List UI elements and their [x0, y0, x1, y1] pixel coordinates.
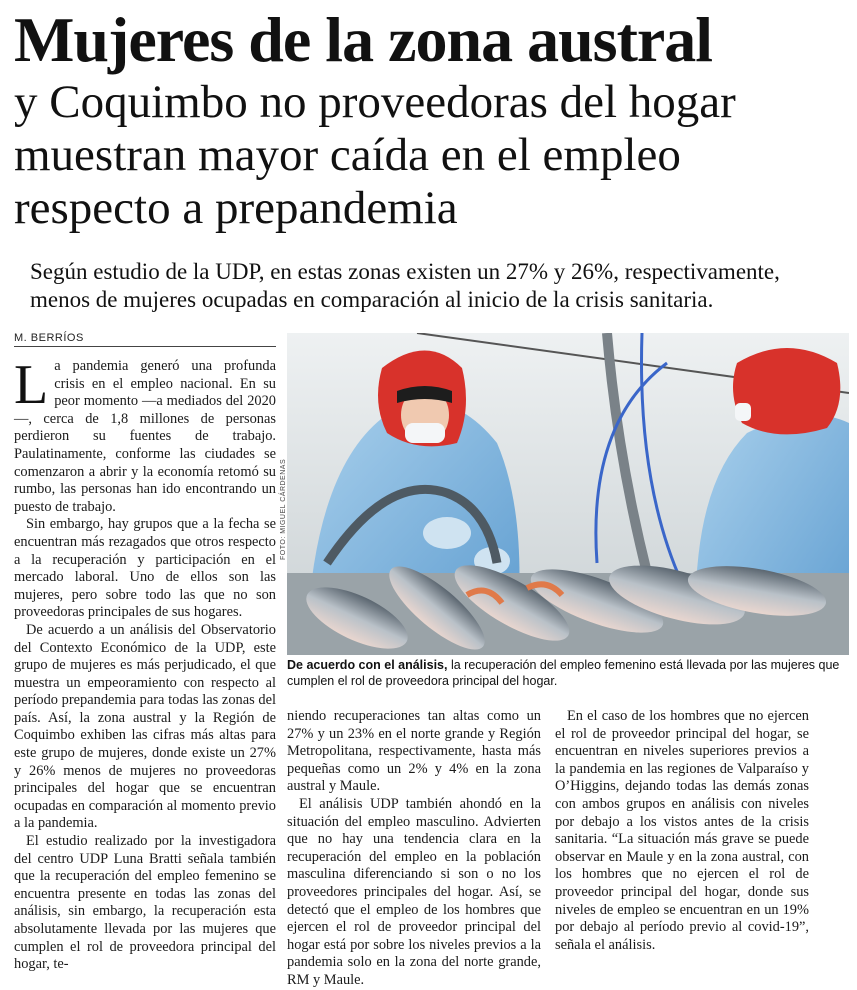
- deck-line: menos de mujeres ocupadas en comparación al inicio de la crisis sanitaria.: [30, 287, 714, 312]
- paragraph: La pandemia generó una profunda crisis en el empleo nacional. En su peor momento —a mediados del 2020—, cerca de 1,8 millones de personas perdieron su fuentes de trabajo. Paulatinamente, conforme las ciudades se comenzaron a abrir y la economía retomó su rumbo, las personas han ido encontrando un puesto de trabajo.: [14, 354, 276, 515]
- paragraph: De acuerdo a un análisis del Observatorio del Contexto Económico de la UDP, este grupo de mujeres es más perjudicado, el que muestra un empeoramiento con respecto al período prepandemia para todas las zonas del país. Así, la zona austral y la Región de Coquimbo exhiben las cifras más altas para este grupo de mujeres, donde existe un 27% y 26% menos de mujeres no proveedoras principales del hogar que se encuentran ocupadas en comparación al momento previo a la pandemia.: [14, 621, 276, 832]
- paragraph: El análisis UDP también ahondó en la situación del empleo masculino. Advierten que no hay una tendencia clara en la recuperación del empleo en la población masculina diferenciando si son o no los proveedores principales del hogar. Así, se detectó que el empleo de los hombres que ejercen el rol de proveedor principal del hogar está por sobre los niveles previos a la pandemia solo en la zona del norte grande, RM y Maule.: [287, 795, 541, 988]
- paragraph: En el caso de los hombres que no ejercen el rol de proveedor principal del hogar, se encuentran en niveles superiores previos a la pandemia en las regiones de Valparaíso y O’Higgins, dejando todas las demás zonas con ambos grupos en análisis con niveles por debajo a los vistos antes de la crisis sanitaria. “La situación más grave se puede observar en Maule y en la zona austral, con los hombres que no ejercen el rol de proveedor principal del hogar, donde sus niveles de empleo se encuentran en un 19% por debajo al período previo al covid-19”, señala el análisis.: [555, 708, 809, 953]
- deck: [30, 258, 855, 314]
- article-column-2: [287, 708, 541, 990]
- article-column-1: [14, 354, 276, 974]
- paragraph: Sin embargo, hay grupos que a la fecha se encuentran más rezagados que otros respecto a la recuperación y participación en el mercado laboral. Uno de ellos son las mujeres, pero sobre todo las que no son proveedoras principales de sus hogares.: [14, 516, 276, 621]
- paragraph: El estudio realizado por la investigadora del centro UDP Luna Bratti señala también que la recuperación del empleo femenino se encuentra presente en todas las zonas del análisis, sin embargo, la recuperación esta absolutamente llevada por las mujeres que cumplen el rol de proveedora principal del hogar, te-: [14, 833, 276, 973]
- salmon-processing-illustration: [287, 333, 849, 655]
- news-photo: [287, 333, 849, 655]
- photo-credit: FOTO: MIGUEL CÁRDENAS: [280, 458, 287, 560]
- article-column-3: [555, 708, 809, 954]
- headline-main: Mujeres de la zona austral: [14, 4, 713, 75]
- headline-sub-line: y Coquimbo no proveedoras del hogar: [14, 76, 736, 128]
- headline-sub-line: respecto a prepandemia: [14, 182, 458, 234]
- paragraph: niendo recuperaciones tan altas como un 27% y un 23% en el norte grande y Región Metropolitana, respectivamente, hasta más pequeñas como un 2% y 4% en la zona austral y Maule.: [287, 708, 541, 795]
- photo-caption: [287, 657, 849, 689]
- headline-sub: [14, 76, 854, 235]
- deck-line: Según estudio de la UDP, en estas zonas existen un 27% y 26%, respectivamente,: [30, 259, 780, 284]
- drop-cap: L: [14, 354, 49, 416]
- caption-lead: De acuerdo con el análisis,: [287, 658, 448, 672]
- caption-text: la recuperación del empleo femenino está llevada por las mujeres que cumplen el rol de proveedora principal del hogar.: [287, 658, 840, 688]
- headline-sub-line: muestran mayor caída en el empleo: [14, 129, 681, 181]
- byline: M. BERRÍOS: [14, 332, 276, 347]
